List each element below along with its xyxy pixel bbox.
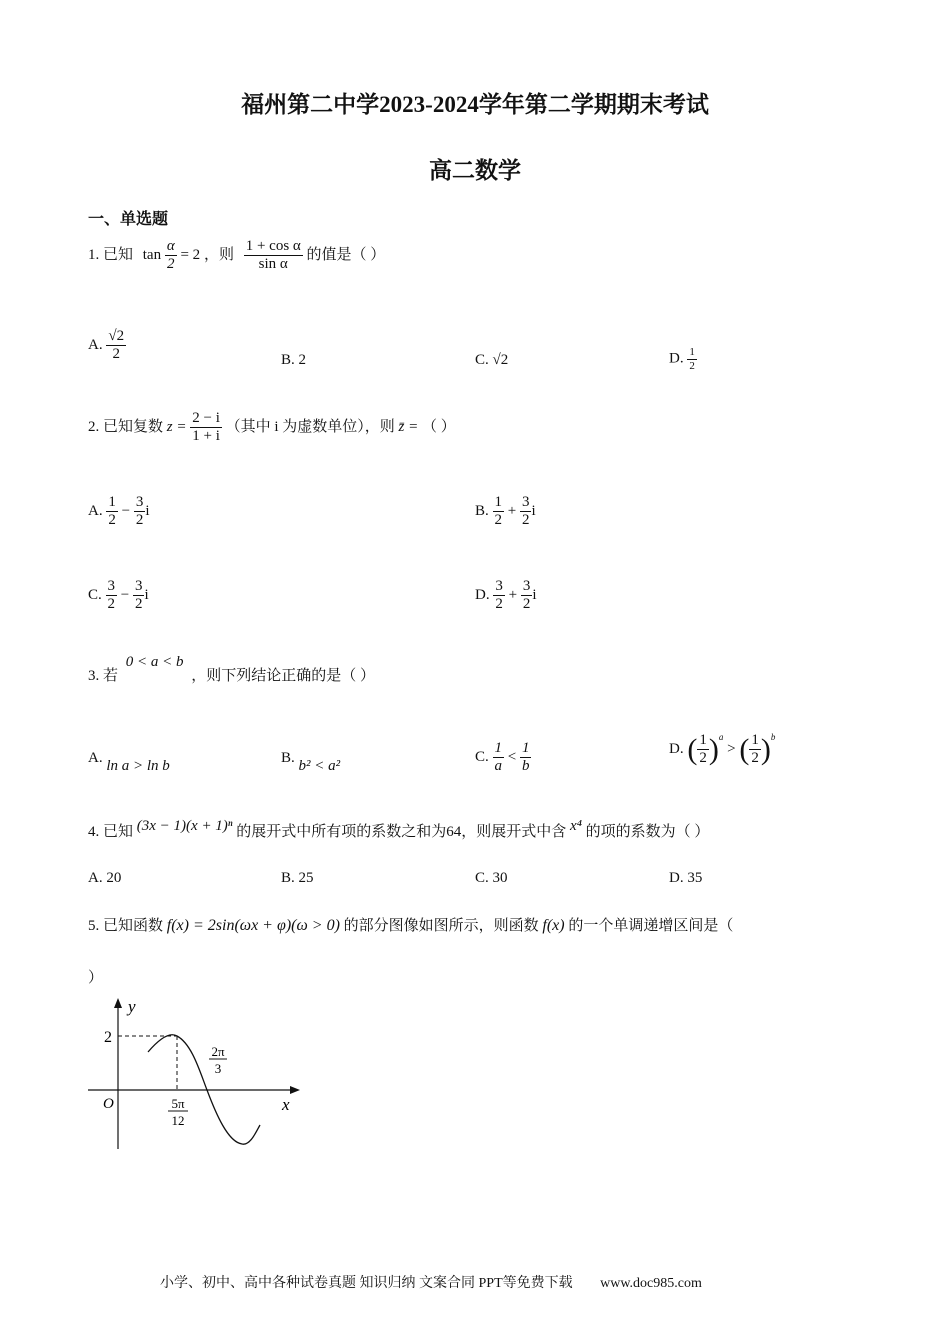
footer-url[interactable]: www.doc985.com bbox=[600, 1276, 702, 1291]
x-tick-5pi-12-num: 5π bbox=[171, 1096, 185, 1111]
q1-option-a[interactable]: A. $\frac{√2}{2}$ bbox=[88, 328, 125, 363]
q1-mid: ，则 bbox=[203, 247, 234, 264]
q1-number: 1. bbox=[88, 247, 100, 264]
q4-option-a[interactable]: A. 20 bbox=[88, 870, 122, 886]
exam-subject: 高二数学 bbox=[429, 158, 521, 183]
x-tick-2pi-3-den: 3 bbox=[214, 1061, 222, 1076]
q4-option-d[interactable]: D. 35 bbox=[669, 870, 703, 886]
q1-cond-fraction: $\frac{\alpha}{2}$ bbox=[166, 238, 175, 273]
q3-option-d[interactable]: D. ( $\frac{1}{2}$ )$^a$ > ( $\frac{1}{2}$ )$^b$ bbox=[669, 732, 776, 767]
y-axis-label: y bbox=[128, 997, 136, 1016]
q3-option-b[interactable]: B. b² < a² bbox=[281, 750, 341, 774]
y-tick-2: 2 bbox=[104, 1029, 112, 1046]
y-axis-arrow-icon bbox=[114, 998, 122, 1008]
question-3: 3. 若 0 < a < b ，则下列结论正确的是（ ） bbox=[88, 654, 376, 684]
q1-expression: $\frac{\text{1 + cos α}}{\text{sin α}}$ bbox=[245, 238, 301, 273]
q5-function: f(x) = 2sin(ωx + φ)(ω > 0) bbox=[166, 917, 340, 934]
q4-option-c[interactable]: C. 30 bbox=[475, 870, 508, 886]
q2-zbar: z̄ = bbox=[398, 419, 419, 436]
q4-expression: (3x − 1)(x + 1)ⁿ bbox=[136, 818, 233, 834]
q1-pre: 已知 bbox=[103, 247, 134, 264]
origin-label: O bbox=[103, 1096, 114, 1112]
q1-option-c[interactable]: C. √2 bbox=[475, 352, 509, 368]
q2-option-c[interactable]: C. $\frac{3}{2}$ − $\frac{3}{2}$ i bbox=[88, 578, 149, 613]
q3-option-a[interactable]: A. ln a > ln b bbox=[88, 750, 170, 774]
q5-close-paren: ） bbox=[88, 970, 104, 986]
sine-graph bbox=[84, 994, 314, 1154]
q2-option-a[interactable]: A. $\frac{1}{2}$ − $\frac{3}{2}$ i bbox=[88, 494, 150, 529]
x-axis-label: x bbox=[282, 1095, 290, 1114]
x-tick-5pi-12-den: 12 bbox=[171, 1113, 185, 1128]
q2-fraction: $\frac{2 - i}{1 + i}$ bbox=[192, 410, 220, 445]
q1-d-fraction: $\frac{1}{2}$ bbox=[689, 346, 695, 372]
q1-option-b[interactable]: B. 2 bbox=[281, 352, 307, 368]
q2-option-b[interactable]: B. $\frac{1}{2}$ + $\frac{3}{2}$ i bbox=[475, 494, 536, 529]
q2-z: z = bbox=[166, 419, 187, 436]
q3-option-c[interactable]: C. $\frac{1}{a}$ < $\frac{1}{b}$ bbox=[475, 740, 530, 775]
footer bbox=[160, 1272, 702, 1292]
exam-title: 福州第二中学2023-2024学年第二学期期末考试 bbox=[241, 92, 709, 117]
section-heading: 一、单选题 bbox=[88, 211, 169, 228]
x-tick-2pi-3-num: 2π bbox=[211, 1044, 225, 1059]
x-axis-arrow-icon bbox=[290, 1086, 300, 1094]
q4-option-b[interactable]: B. 25 bbox=[281, 870, 314, 886]
q1-condition: tan $\frac{\alpha}{2}$ = 2 bbox=[142, 238, 201, 273]
q4-term: x⁴ bbox=[570, 818, 582, 834]
q1-option-d[interactable]: D. $\frac{1}{2}$ bbox=[669, 346, 695, 372]
question-1 bbox=[88, 238, 385, 274]
footer-text: 小学、初中、高中各种试卷真题 知识归纳 文案合同 PPT等免费下载 bbox=[160, 1276, 573, 1291]
question-4: 4. 已知 (3x − 1)(x + 1)ⁿ 的展开式中所有项的系数之和为64，则展开式中含 x⁴ 的项的系数为（ ） bbox=[88, 818, 710, 840]
q1-post: 的值是（ ） bbox=[306, 247, 386, 264]
q3-condition: 0 < a < b bbox=[125, 654, 184, 670]
q1-a-fraction: $\frac{√2}{2}$ bbox=[108, 328, 125, 363]
question-5: 5. 已知函数 f(x) = 2sin(ωx + φ)(ω > 0) 的部分图像如图所示，则函数 f(x) 的一个单调递增区间是（ bbox=[88, 917, 734, 934]
q2-option-d[interactable]: D. $\frac{3}{2}$ + $\frac{3}{2}$ i bbox=[475, 578, 537, 613]
question-2: 2. 已知复数 z = $\frac{2 - i}{1 + i}$ （其中 i 为虚数单位），则 z̄ = （ ） bbox=[88, 410, 456, 445]
q5-function-ref: f(x) bbox=[542, 917, 565, 934]
